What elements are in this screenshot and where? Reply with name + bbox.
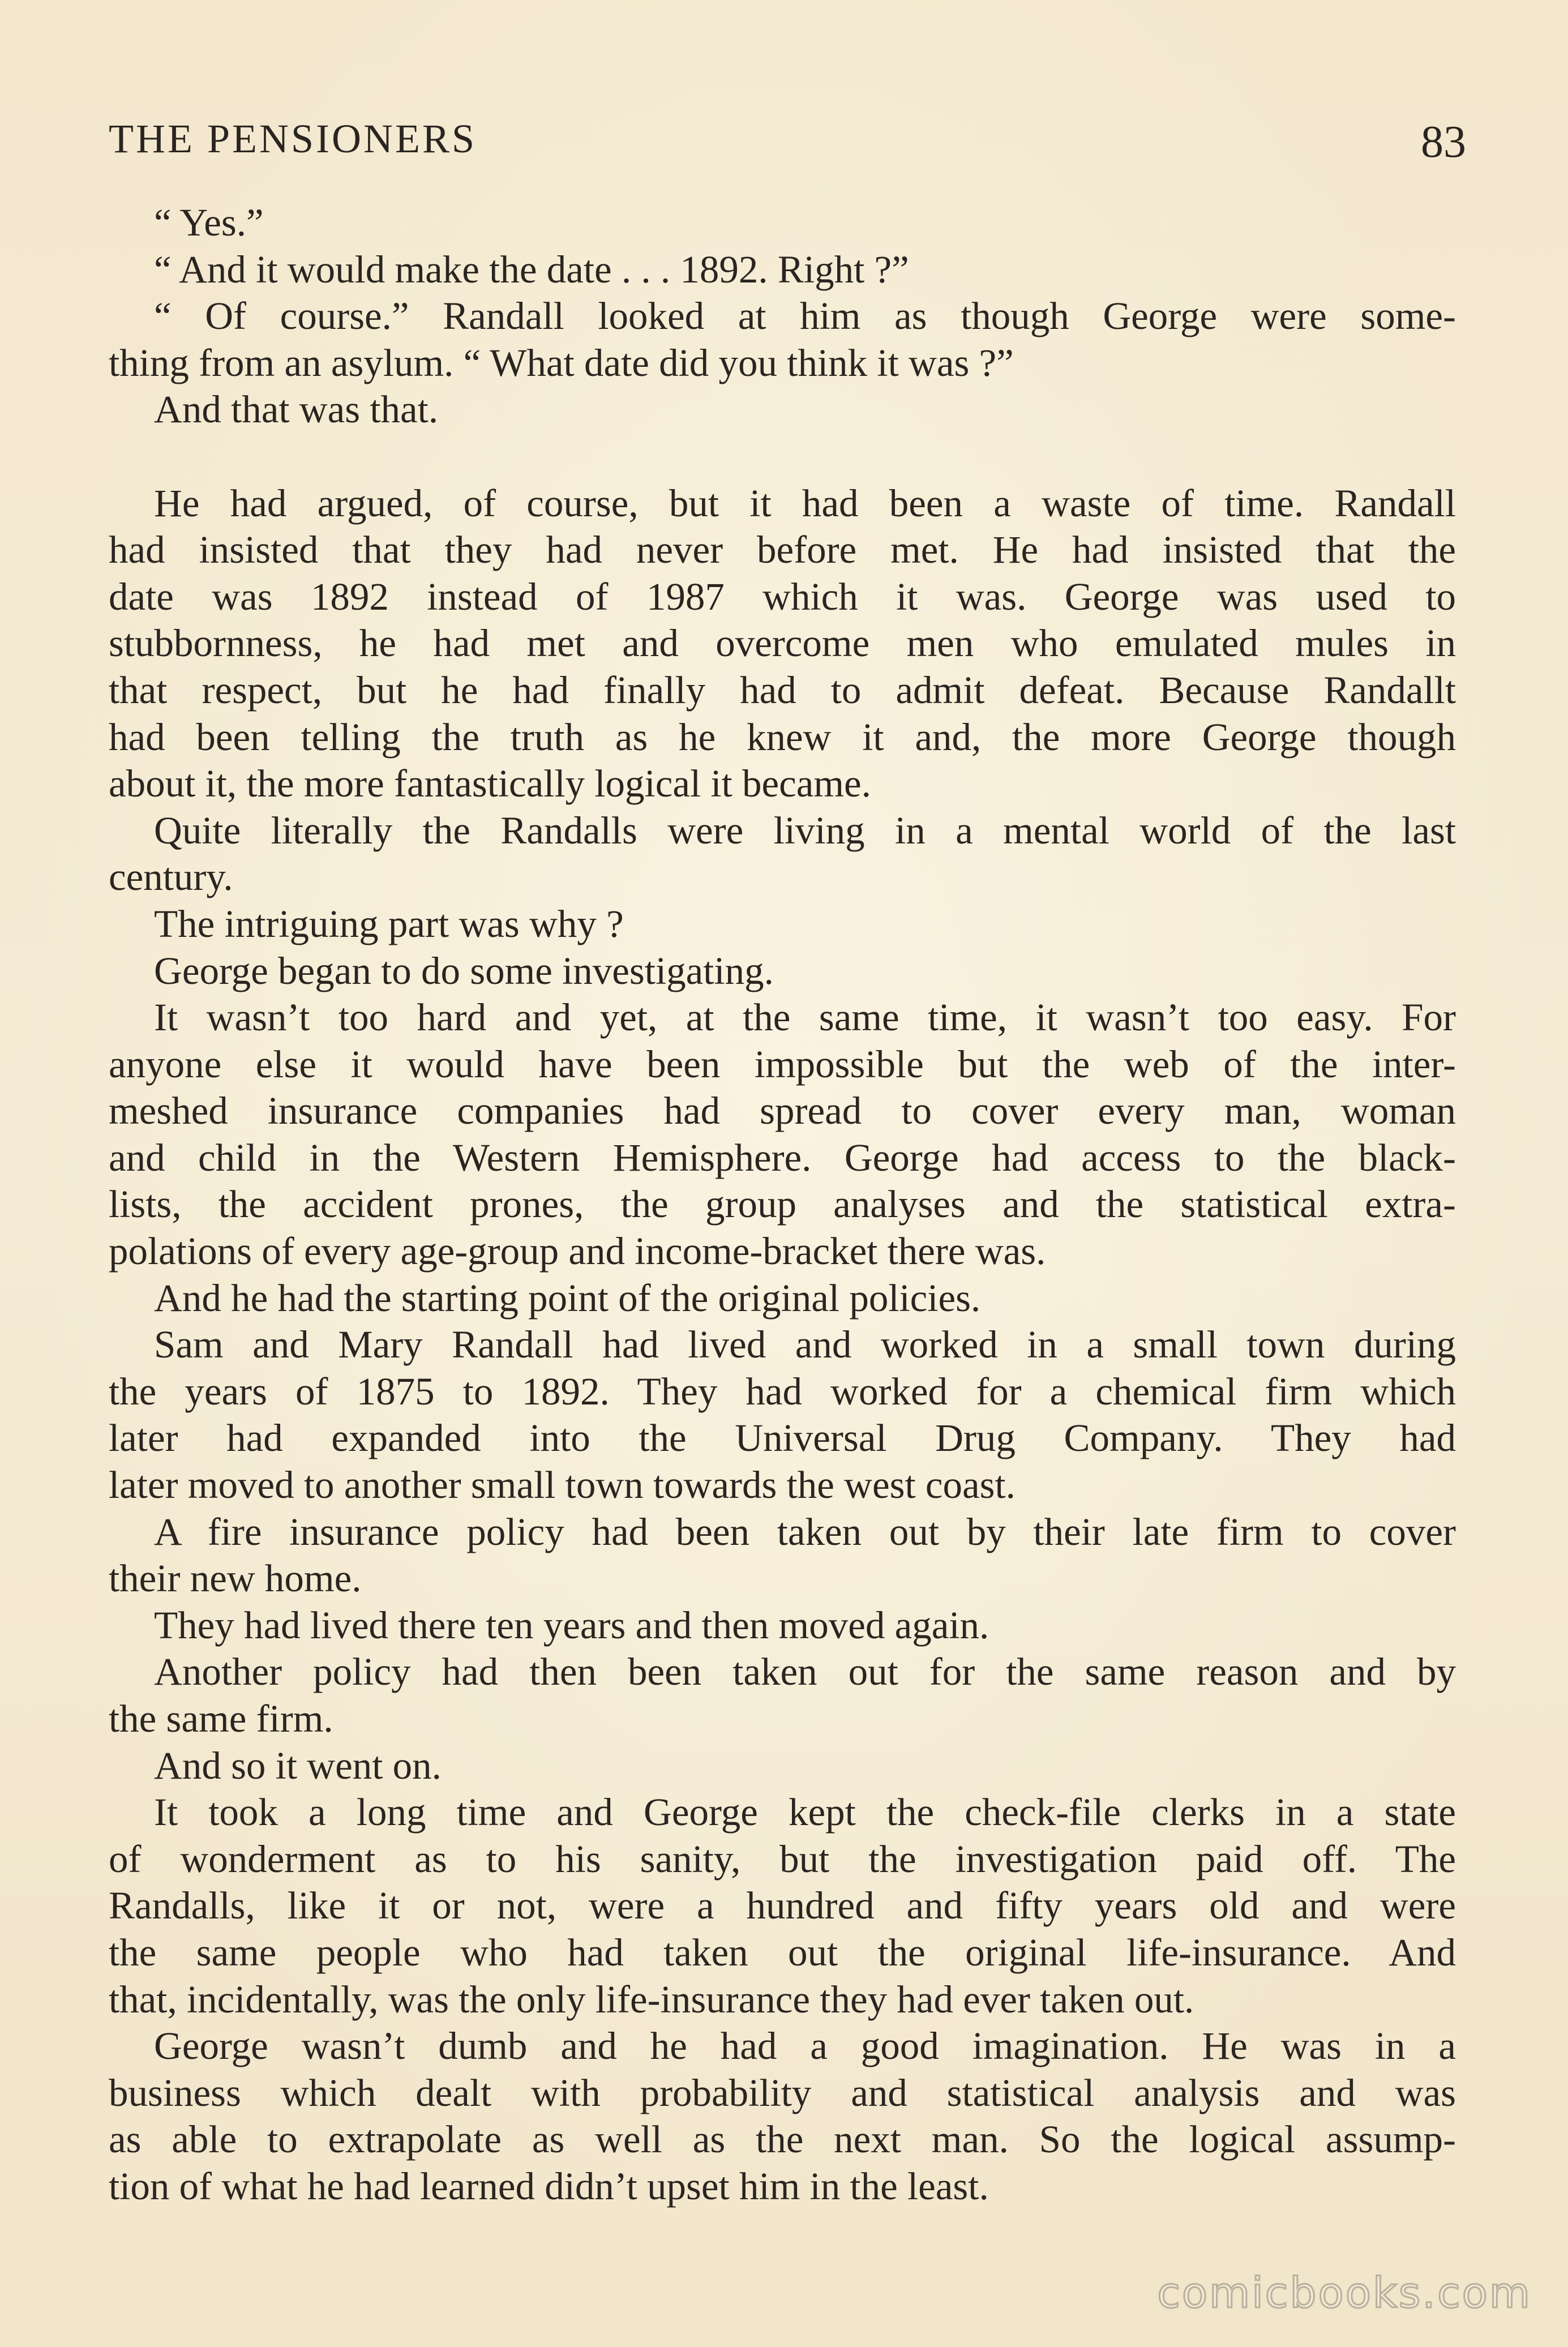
text-line: had insisted that they had never before met. He had insisted that the — [109, 528, 1456, 572]
watermark-text: comicbooks.com — [1157, 2269, 1532, 2318]
text-line: “ And it would make the date . . . 1892. Right ?” — [154, 247, 909, 291]
text-line: anyone else it would have been impossible but the web of the inter- — [109, 1042, 1456, 1086]
text-line: and child in the Western Hemisphere. George had access to the black- — [109, 1136, 1456, 1179]
text-line: And he had the starting point of the original policies. — [154, 1276, 981, 1320]
text-line: century. — [109, 855, 233, 899]
blank-line — [109, 433, 1456, 480]
text-line: later moved to another small town towards the west coast. — [109, 1463, 1016, 1507]
text-line: George began to do some investigating. — [154, 949, 774, 992]
text-line: of wonderment as to his sanity, but the investigation paid off. The — [109, 1837, 1456, 1881]
text-line: business which dealt with probability and statistical analysis and was — [109, 2071, 1456, 2114]
text-line: the same people who had taken out the original life-insurance. And — [109, 1930, 1456, 1974]
text-line: the years of 1875 to 1892. They had worked for a chemical firm which — [109, 1369, 1456, 1413]
text-line: Quite literally the Randalls were living in a mental world of the last — [154, 808, 1456, 852]
text-line: that respect, but he had finally had to admit defeat. Because Randallt — [109, 668, 1456, 712]
text-line: their new home. — [109, 1557, 362, 1600]
text-line: stubbornness, he had met and overcome men who emulated mules in — [109, 622, 1456, 665]
body-text — [109, 199, 1456, 2210]
text-line: “ Of course.” Randall looked at him as though George were some- — [154, 294, 1456, 338]
text-line: had been telling the truth as he knew it and, the more George though — [109, 715, 1456, 759]
text-line: later had expanded into the Universal Drug Company. They had — [109, 1416, 1456, 1460]
running-head — [109, 108, 1466, 170]
text-line: tion of what he had learned didn’t upset him in the least. — [109, 2164, 989, 2208]
text-line: polations of every age-group and income-bracket there was. — [109, 1230, 1046, 1273]
text-line: Another policy had then been taken out for the same reason and by — [154, 1650, 1456, 1694]
text-line: It wasn’t too hard and yet, at the same time, it wasn’t too easy. For — [154, 996, 1456, 1039]
text-line: as able to extrapolate as well as the next man. So the logical assump- — [109, 2118, 1456, 2161]
text-line: thing from an asylum. “ What date did you think it was ?” — [109, 341, 1014, 384]
page-number: 83 — [1421, 117, 1466, 167]
text-line: And that was that. — [154, 388, 439, 431]
text-line: date was 1892 instead of 1987 which it was. George was used to — [109, 575, 1456, 618]
text-line: They had lived there ten years and then moved again. — [154, 1603, 989, 1647]
text-line: The intriguing part was why ? — [154, 902, 624, 945]
text-line: And so it went on. — [154, 1744, 442, 1787]
text-line: the same firm. — [109, 1697, 333, 1740]
text-line: It took a long time and George kept the check-file clerks in a state — [154, 1791, 1456, 1834]
text-line: Sam and Mary Randall had lived and worked in a small town during — [154, 1323, 1456, 1367]
text-line: meshed insurance companies had spread to cover every man, woman — [109, 1089, 1456, 1133]
text-line: about it, the more fantastically logical it became. — [109, 762, 871, 806]
text-line: lists, the accident prones, the group analyses and the statistical extra- — [109, 1183, 1456, 1226]
text-line: that, incidentally, was the only life-insurance they had ever taken out. — [109, 1977, 1194, 2021]
text-line: He had argued, of course, but it had been a waste of time. Randall — [154, 481, 1456, 525]
text-line: A fire insurance policy had been taken out by their late firm to cover — [154, 1510, 1456, 1553]
running-title: THE PENSIONERS — [109, 116, 477, 161]
text-line: George wasn’t dumb and he had a good imagination. He was in a — [154, 2024, 1456, 2068]
text-line: “ Yes.” — [154, 201, 264, 244]
text-line: Randalls, like it or not, were a hundred and fifty years old and were — [109, 1884, 1456, 1928]
